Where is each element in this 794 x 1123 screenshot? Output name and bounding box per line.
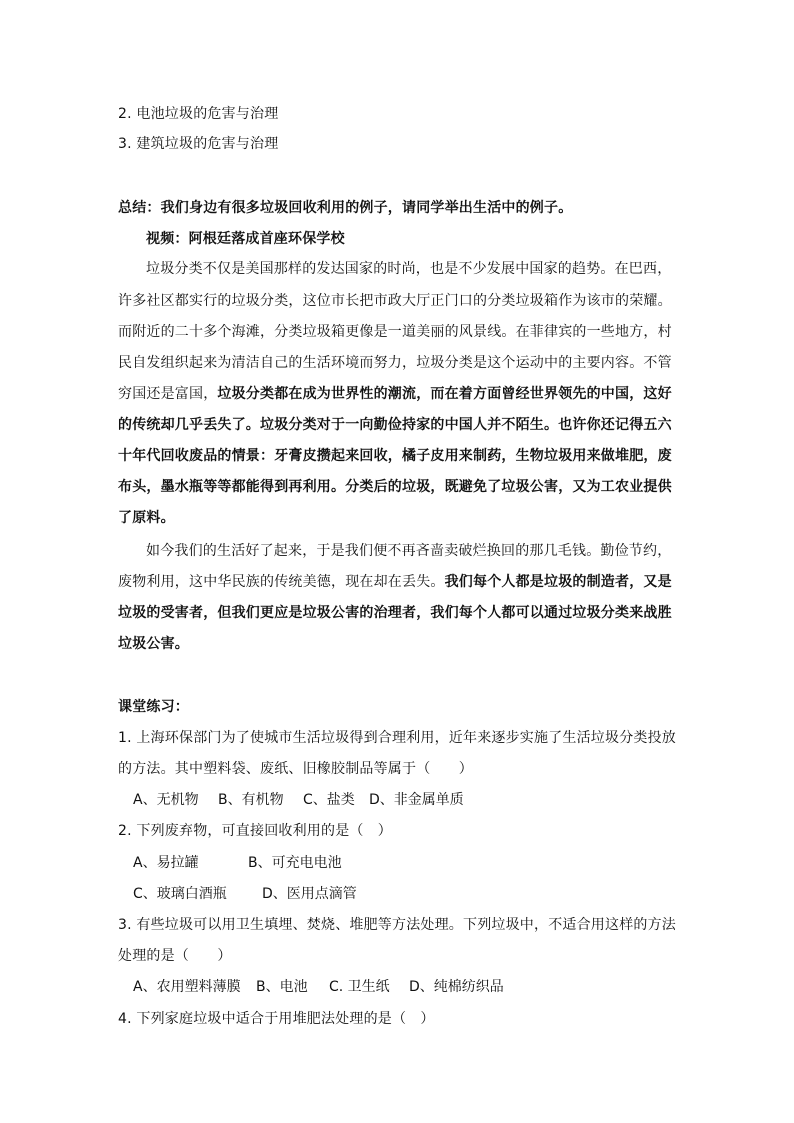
- paragraph1-normal-text: 穷国还是富国，: [118, 386, 218, 402]
- question-1-option-c: C、盐类: [303, 792, 355, 808]
- question-1-line: 的方法。其中塑料袋、废纸、旧橡胶制品等属于（ ）: [118, 761, 473, 777]
- list-item-battery-waste: 2. 电池垃圾的危害与治理: [118, 106, 279, 122]
- paragraph1-bold-text: 垃圾分类都在成为世界性的潮流，而在着方面曾经世界领先的中国，这好: [217, 386, 672, 402]
- question-1-option-a: A、无机物: [133, 792, 199, 808]
- question-1-option-b: B、有机物: [218, 792, 284, 808]
- paragraph2-line-mixed: [118, 572, 672, 592]
- question-3-line: 3. 有些垃圾可以用卫生填埋、焚烧、堆肥等方法处理。下列垃圾中，不适合用这样的方法: [118, 917, 677, 933]
- question-2-option-a: A、易拉罐: [133, 855, 199, 871]
- question-3-option-a: A、农用塑料薄膜: [133, 979, 241, 995]
- question-3-line: 处理的是（ ）: [118, 948, 232, 964]
- summary-heading: 总结：我们身边有很多垃圾回收利用的例子，请同学举出生活中的例子。: [118, 200, 573, 216]
- list-item-construction-waste: 3. 建筑垃圾的危害与治理: [118, 136, 279, 152]
- question-1-line: 1. 上海环保部门为了使城市生活垃圾得到合理利用，近年来逐步实施了生活垃圾分类投放: [118, 730, 677, 746]
- paragraph1-bold-line: 了原料。: [118, 510, 175, 526]
- paragraph1-bold-line: 布头，墨水瓶等等都能得到再利用。分类后的垃圾，既避免了垃圾公害，又为工农业提供: [118, 479, 672, 495]
- question-2-line: 2. 下列废弃物，可直接回收利用的是（ ）: [118, 823, 393, 839]
- paragraph2-normal-text: 废物利用，这中华民族的传统美德，现在却在丢失。: [118, 574, 445, 590]
- paragraph2-bold-text: 我们每个人都是垃圾的制造者，又是: [444, 574, 672, 590]
- question-2-option-d: D、医用点滴管: [262, 886, 357, 902]
- exercise-title: 课堂练习：: [118, 699, 189, 715]
- paragraph1-line: 许多社区都实行的垃圾分类，这位市长把市政大厅正门口的分类垃圾箱作为该市的荣耀。: [118, 293, 672, 309]
- paragraph1-line-mixed: [118, 384, 672, 404]
- paragraph2-line: 如今我们的生活好了起来，于是我们便不再吝啬卖破烂换回的那几毛钱。勤俭节约，: [146, 543, 672, 559]
- question-3-option-d: D、纯棉纺织品: [409, 979, 504, 995]
- paragraph2-bold-line: 垃圾的受害者，但我们更应是垃圾公害的治理者，我们每个人都可以通过垃圾分类来战胜: [118, 605, 672, 621]
- question-3-option-c: C. 卫生纸: [329, 979, 390, 995]
- question-4-line: 4. 下列家庭垃圾中适合于用堆肥法处理的是（ ）: [118, 1011, 435, 1027]
- paragraph1-bold-line: 的传统却几乎丢失了。垃圾分类对于一向勤俭持家的中国人并不陌生。也许你还记得五六: [118, 417, 672, 433]
- question-1-option-d: D、非金属单质: [369, 792, 464, 808]
- question-2-option-c: C、玻璃白酒瓶: [133, 886, 227, 902]
- paragraph1-line: 垃圾分类不仅是美国那样的发达国家的时尚，也是不少发展中国家的趋势。在巴西，: [146, 261, 672, 277]
- paragraph1-bold-line: 十年代回收废品的情景：牙膏皮攒起来回收，橘子皮用来制药，生物垃圾用来做堆肥，废: [118, 448, 672, 464]
- paragraph2-bold-line: 垃圾公害。: [118, 636, 189, 652]
- video-title: 视频：阿根廷落成首座环保学校: [146, 231, 345, 247]
- question-3-option-b: B、电池: [256, 979, 308, 995]
- paragraph1-line: 民自发组织起来为清洁自己的生活环境而努力，垃圾分类是这个运动中的主要内容。不管: [118, 355, 672, 371]
- question-2-option-b: B、可充电电池: [248, 855, 342, 871]
- paragraph1-line: 而附近的二十多个海滩，分类垃圾箱更像是一道美丽的风景线。在菲律宾的一些地方，村: [118, 324, 672, 340]
